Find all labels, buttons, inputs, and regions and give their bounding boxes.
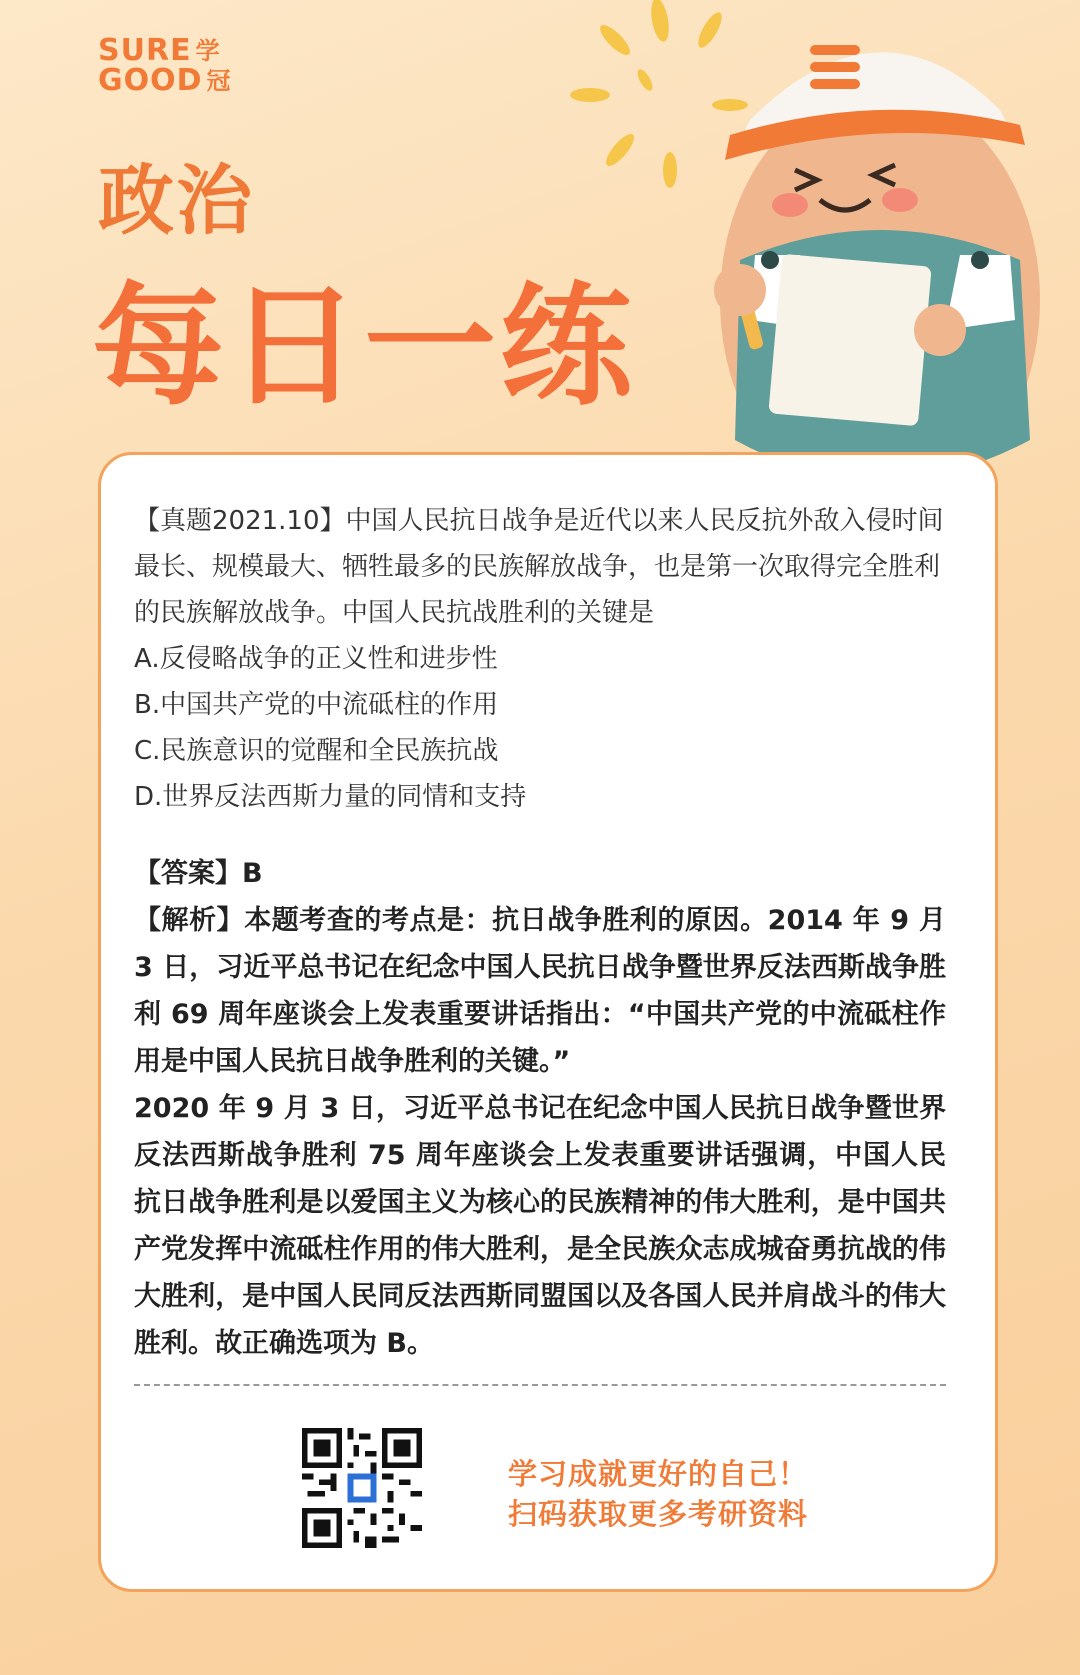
question-text bbox=[134, 498, 946, 636]
logo-text-2: GOOD bbox=[98, 63, 203, 98]
option-d: D.世界反法西斯力量的同情和支持 bbox=[134, 782, 527, 812]
logo-text-1-cn: 学 bbox=[195, 37, 221, 65]
subject-title: 政治 bbox=[98, 156, 254, 245]
brand-logo bbox=[98, 33, 232, 98]
slogan-line-2: 扫码获取更多考研资料 bbox=[508, 1497, 809, 1531]
footer-slogan bbox=[508, 1454, 808, 1534]
option-b: B.中国共产党的中流砥柱的作用 bbox=[134, 690, 499, 720]
qr-code-icon[interactable] bbox=[302, 1428, 422, 1548]
analysis-text: 【解析】本题考查的考点是：抗日战争胜利的原因。2014 年 9 月 3 日，习近平总书记在纪念中国人民抗日战争暨世界反法西斯战争胜利 69 周年座谈会上发表重要讲话指出：“中国共产党的中流砥柱作用是中国人民抗日战争胜利的关键。” bbox=[134, 905, 946, 1077]
option-a: A.反侵略战争的正义性和进步性 bbox=[134, 644, 498, 674]
logo-text-2-cn: 冠 bbox=[206, 67, 232, 95]
options-list bbox=[134, 636, 526, 820]
answer-section bbox=[134, 850, 946, 1367]
mascot-illustration-icon bbox=[680, 0, 1080, 520]
analysis-text-2: 2020 年 9 月 3 日，习近平总书记在纪念中国人民抗日战争暨世界反法西斯战争胜利 75 周年座谈会上发表重要讲话强调，中国人民抗日战争胜利是以爱国主义为核心的民族精神的伟大胜利，是中国共产党发挥中流砥柱作用的伟大胜利，是全民族众志成城奋勇抗战的伟大胜利，是中国人民同反法西斯同盟国以及各国人民并肩战斗的伟大胜利。故正确选项为 B。 bbox=[134, 1093, 946, 1359]
option-c: C.民族意识的觉醒和全民族抗战 bbox=[134, 736, 499, 766]
logo-text-1: SURE bbox=[98, 33, 192, 68]
page-title: 每日一练 bbox=[92, 270, 636, 424]
answer-text: 【答案】B bbox=[134, 858, 263, 889]
dashed-divider bbox=[134, 1384, 946, 1386]
question-stem: 【真题2021.10】中国人民抗日战争是近代以来人民反抗外敌入侵时间最长、规模最大、牺牲最多的民族解放战争，也是第一次取得完全胜利的民族解放战争。中国人民抗战胜利的关键是 bbox=[134, 506, 944, 628]
slogan-line-1: 学习成就更好的自己！ bbox=[508, 1457, 809, 1491]
